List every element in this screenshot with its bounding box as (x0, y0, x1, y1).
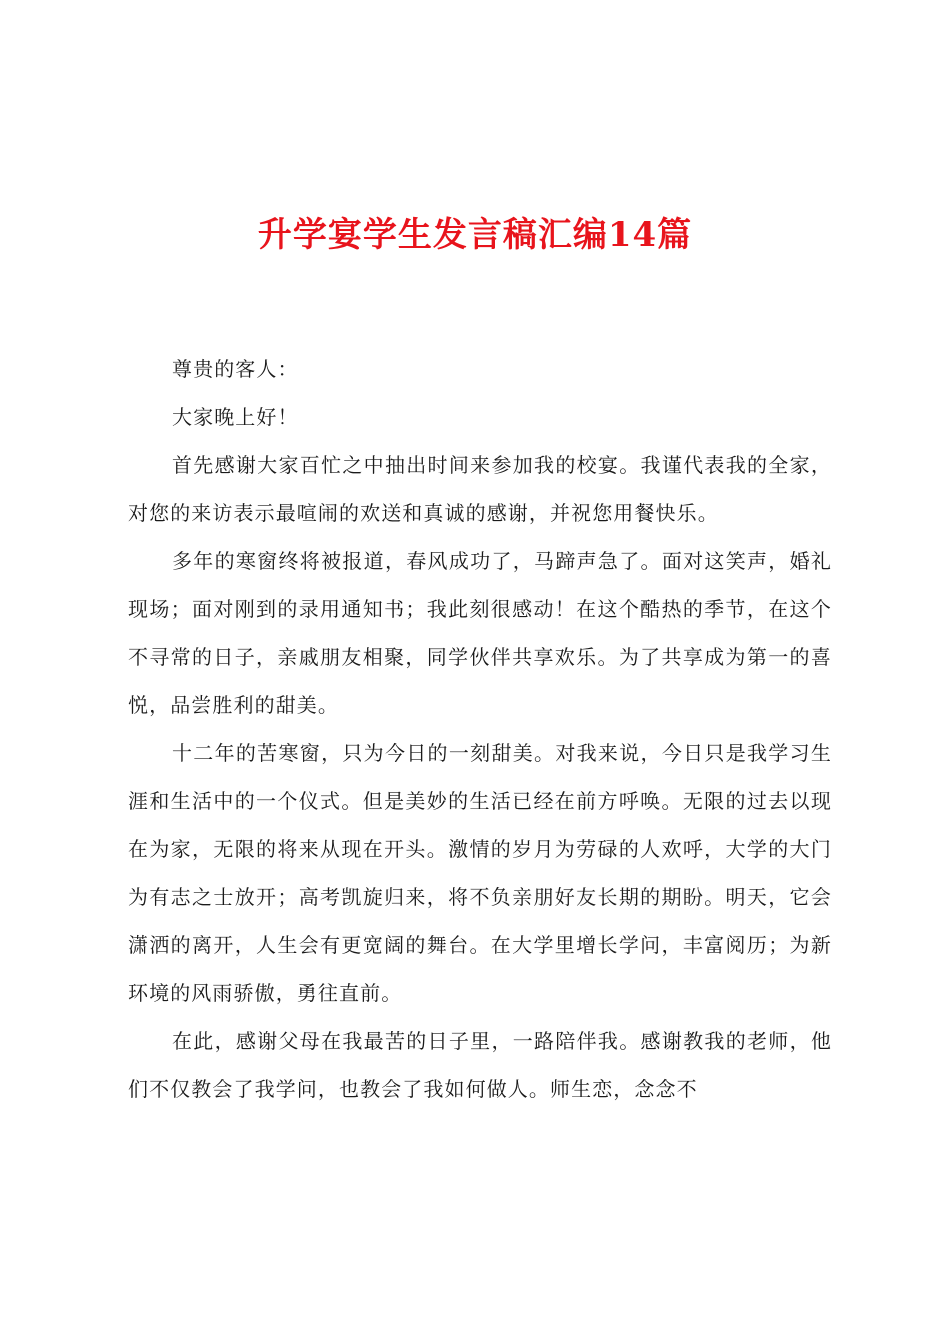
paragraph-salutation: 尊贵的客人： (172, 357, 299, 381)
paragraph: 多年的寒窗终将被报道，春风成功了，马蹄声急了。面对这笑声，婚礼现场；面对刚到的录用通知书；我此刻很感动！在这个酷热的季节，在这个不寻常的日子，亲戚朋友相聚，同学伙伴共享欢乐。为了共享成为第一的喜悦，品尝胜利的甜美。 (128, 549, 832, 717)
document-title: 升学宴学生发言稿汇编14篇 (257, 215, 693, 255)
paragraph: 十二年的苦寒窗，只为今日的一刻甜美。对我来说，今日只是我学习生涯和生活中的一个仪式。但是美妙的生活已经在前方呼唤。无限的过去以现在为家，无限的将来从现在开头。激情的岁月为劳碌的人欢呼，大学的大门为有志之士放开；高考凯旋归来，将不负亲朋好友长期的期盼。明天，它会潇洒的离开，人生会有更宽阔的舞台。在大学里增长学问，丰富阅历；为新环境的风雨骄傲，勇往直前。 (128, 741, 832, 1005)
document-body (128, 345, 832, 1113)
paragraph: 在此，感谢父母在我最苦的日子里，一路陪伴我。感谢教我的老师，他们不仅教会了我学问，也教会了我如何做人。师生恋，念念不 (128, 1029, 832, 1101)
paragraph: 首先感谢大家百忙之中抽出时间来参加我的校宴。我谨代表我的全家，对您的来访表示最喧闹的欢送和真诚的感谢，并祝您用餐快乐。 (128, 453, 832, 525)
paragraph-greeting: 大家晚上好！ (172, 405, 299, 429)
